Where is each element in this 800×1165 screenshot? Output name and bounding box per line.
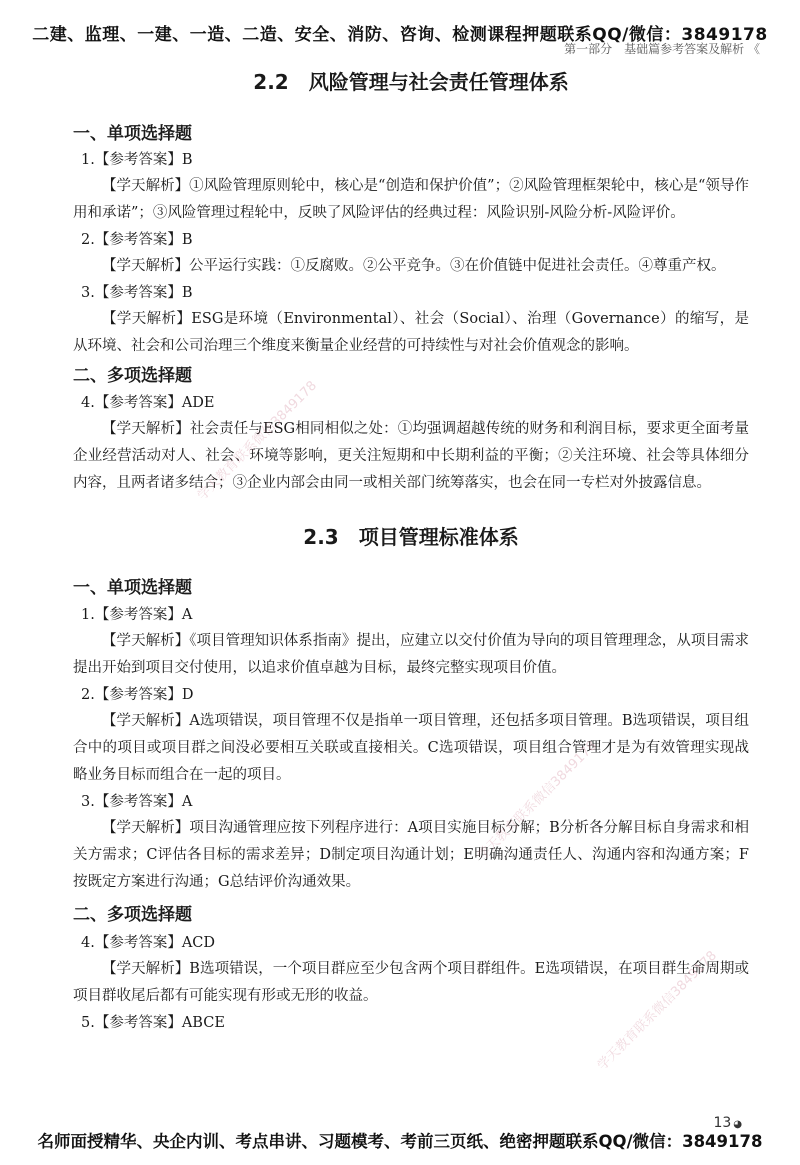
page-corner-icon: ◕ [733, 1119, 742, 1130]
watermark: 学天教育联系微信3849178 [194, 378, 320, 504]
explanation: 【学天解析】项目沟通管理应按下列程序进行：A项目实施目标分解；B分析各分解目标自身需求和相关方需求；C评估各目标的需求差异；D制定项目沟通计划；E明确沟通责任人、沟通内容和沟通方案；F按既定方案进行沟通；G总结评价沟通效果。 [73, 820, 749, 890]
answer-line: 2.【参考答案】B [81, 232, 193, 248]
explanation: 【学天解析】公平运行实践：①反腐败。②公平竞争。③在价值链中促进社会责任。④尊重产权。 [102, 258, 726, 274]
running-head-text: 第一部分 基础篇参考答案及解析 [564, 42, 745, 56]
explanation: 【学天解析】社会责任与ESG相同相似之处：①均强调超越传统的财务和利润目标，要求更全面考量企业经营活动对人、社会、环境等影响，更关注短期和中长期利益的平衡；②关注环境、社会等具体细分内容，且两者诸多结合；③企业内部会由同一或相关部门统筹落实，也会在同一专栏对外披露信息。 [73, 421, 749, 491]
explanation: 【学天解析】B选项错误，一个项目群应至少包含两个项目群组件。E选项错误，在项目群生命周期或项目群收尾后都有可能实现有形或无形的收益。 [73, 961, 749, 1004]
explanation: 【学天解析】ESG是环境（Environmental）、社会（Social）、治理（Governance）的缩写，是从环境、社会和公司治理三个维度来衡量企业经营的可持续性与对社会价值观念的影响。 [73, 311, 749, 354]
watermark: 学天教育联系微信3849178 [594, 948, 720, 1074]
bottom-contact-banner: 名师面授精华、央企内训、考点串讲、习题模考、考前三页纸、绝密押题联系QQ/微信：3849178 [37, 1132, 763, 1151]
answer-line: 5.【参考答案】ABCE [81, 1015, 225, 1031]
explanation: 【学天解析】①风险管理原则轮中，核心是“创造和保护价值”；②风险管理框架轮中，核心是“领导作用和承诺”；③风险管理过程轮中，反映了风险评估的经典过程：风险识别-风险分析-风险评价。 [73, 178, 749, 221]
answer-line: 3.【参考答案】B [81, 285, 193, 301]
page-content [73, 60, 749, 1036]
section-number: 2.2 [253, 70, 289, 94]
section-number: 2.3 [303, 525, 339, 549]
section-title: 项目管理标准体系 [358, 525, 519, 549]
answer-line: 4.【参考答案】ACD [81, 935, 216, 951]
running-head [564, 40, 760, 57]
section-title: 风险管理与社会责任管理体系 [308, 70, 569, 94]
top-contact-banner: 二建、监理、一建、一造、二造、安全、消防、咨询、检测课程押题联系QQ/微信：3849178 [32, 25, 768, 45]
section-2-3 [73, 497, 749, 561]
section-2-2 [73, 60, 749, 106]
group-title: 一、单项选择题 [73, 124, 192, 144]
explanation: 【学天解析】A选项错误，项目管理不仅是指单一项目管理，还包括多项目管理。B选项错误，项目组合中的项目或项目群之间没必要相互关联或直接相关。C选项错误，项目组合管理才是为有效管理实现战略业务目标而组合在一起的项目。 [73, 713, 749, 783]
group-title: 二、多项选择题 [73, 905, 192, 925]
section-heading [73, 521, 749, 550]
explanation: 【学天解析】《项目管理知识体系指南》提出，应建立以交付价值为导向的项目管理理念，从项目需求提出开始到项目交付使用，以追求价值卓越为目标，最终完整实现项目价值。 [73, 633, 749, 676]
double-chevron-left-icon: 《 [747, 42, 760, 56]
answer-line: 4.【参考答案】ADE [81, 395, 215, 411]
group-title: 一、单项选择题 [73, 578, 192, 598]
answer-line: 1.【参考答案】A [81, 607, 193, 623]
answer-line: 2.【参考答案】D [81, 687, 194, 703]
page-number-text: 13 [713, 1115, 732, 1131]
answer-line: 1.【参考答案】B [81, 152, 193, 168]
section-heading [73, 66, 749, 95]
group-title: 二、多项选择题 [73, 366, 192, 386]
watermark: 学天教育联系微信3849178 [474, 738, 600, 864]
answer-line: 3.【参考答案】A [81, 794, 193, 810]
